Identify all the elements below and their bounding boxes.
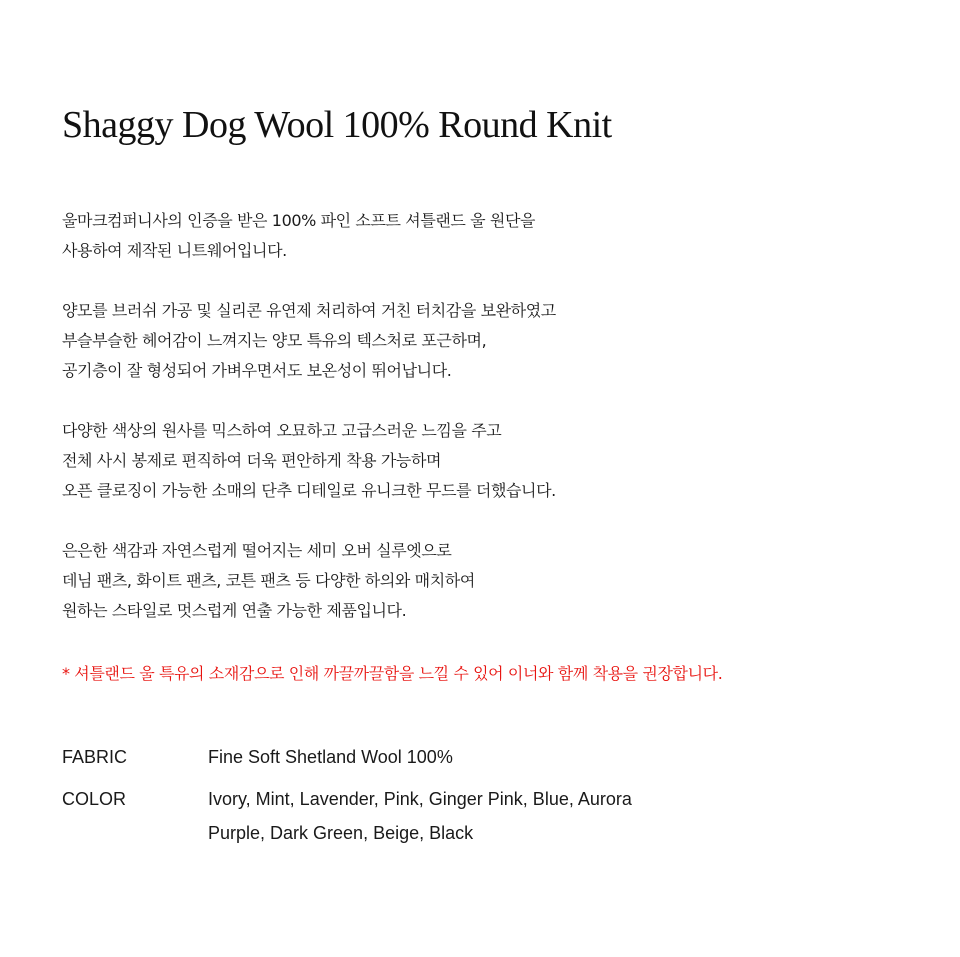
description-paragraph-1 (62, 206, 922, 266)
fabric-label: FABRIC (62, 747, 128, 767)
description-paragraph-3 (62, 416, 922, 506)
fabric-value: Fine Soft Shetland Wool 100% (208, 747, 453, 767)
color-label: COLOR (62, 789, 127, 809)
description-line: 원하는 스타일로 멋스럽게 연출 가능한 제품입니다. (62, 601, 407, 620)
description-line: 은은한 색감과 자연스럽게 떨어지는 세미 오버 실루엣으로 (62, 541, 452, 560)
description-line: 사용하여 제작된 니트웨어입니다. (62, 241, 287, 260)
description-line: 공기층이 잘 형성되어 가벼우면서도 보온성이 뛰어납니다. (62, 361, 452, 380)
description-line: 오픈 클로징이 가능한 소매의 단추 디테일로 유니크한 무드를 더했습니다. (62, 481, 556, 500)
description-line: 울마크컴퍼니사의 인증을 받은 100% 파인 소프트 셔틀랜드 울 원단을 (62, 211, 536, 230)
color-value-line: Ivory, Mint, Lavender, Pink, Ginger Pink, Blue, Aurora (208, 789, 632, 809)
color-value-line: Purple, Dark Green, Beige, Black (208, 823, 474, 843)
description-line: 데님 팬츠, 화이트 팬츠, 코튼 팬츠 등 다양한 하의와 매치하여 (62, 571, 475, 590)
description-line: 다양한 색상의 원사를 믹스하여 오묘하고 고급스러운 느낌을 주고 (62, 421, 502, 440)
spec-row-color (62, 782, 922, 850)
product-title: Shaggy Dog Wool 100% Round Knit (62, 104, 612, 146)
color-value (208, 782, 632, 850)
spec-table (62, 740, 922, 858)
description-line: 전체 사시 봉제로 편직하여 더욱 편안하게 착용 가능하며 (62, 451, 442, 470)
care-notice: * 셔틀랜드 울 특유의 소재감으로 인해 까끌까끌함을 느낄 수 있어 이너와 함께 착용을 권장합니다. (62, 664, 723, 683)
description-line: 양모를 브러쉬 가공 및 실리콘 유연제 처리하여 거친 터치감을 보완하였고 (62, 301, 556, 320)
product-description (62, 206, 922, 656)
description-line: 부슬부슬한 헤어감이 느껴지는 양모 특유의 텍스처로 포근하며, (62, 331, 487, 350)
spec-row-fabric (62, 740, 922, 774)
description-paragraph-2 (62, 296, 922, 386)
description-paragraph-4 (62, 536, 922, 626)
